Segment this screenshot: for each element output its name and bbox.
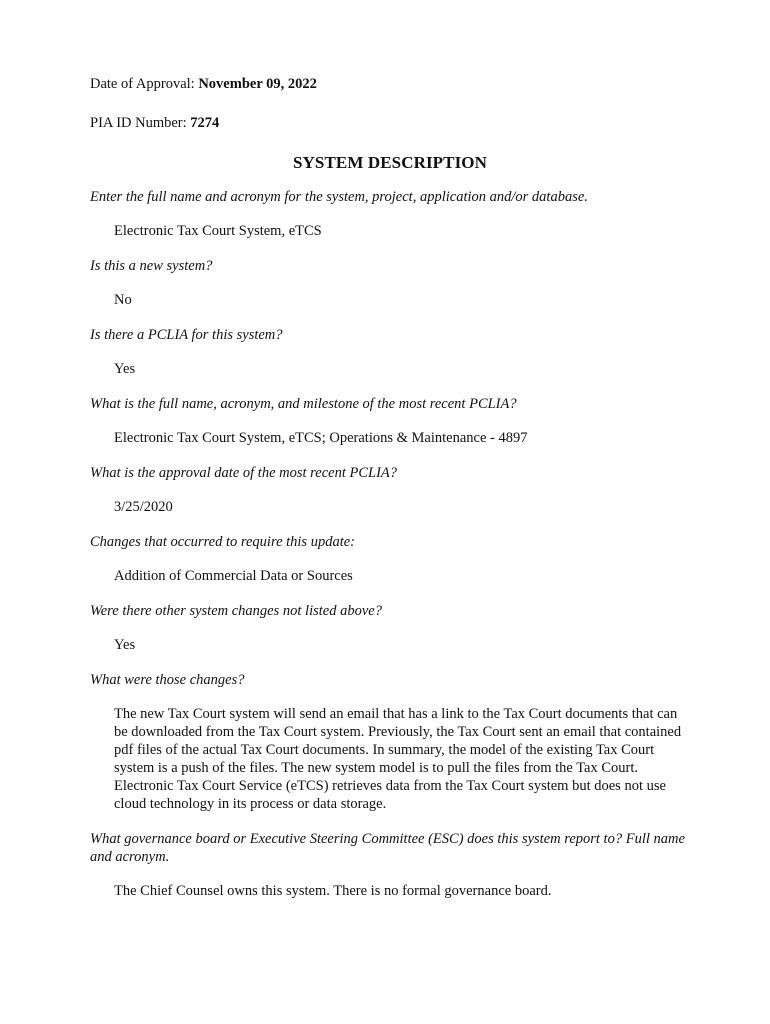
question: Changes that occurred to require this update:: [90, 534, 355, 550]
qa-item-governance: [90, 830, 690, 900]
pia-id-value: 7274: [190, 115, 220, 131]
question: Is there a PCLIA for this system?: [90, 327, 283, 343]
qa-item-other-changes: [90, 602, 690, 654]
answer: Yes: [114, 361, 136, 377]
question: Enter the full name and acronym for the system, project, application and/or database.: [90, 189, 588, 205]
pia-id-line: [90, 113, 690, 133]
answer: Addition of Commercial Data or Sources: [114, 568, 353, 584]
pia-id-label: PIA ID Number:: [90, 115, 187, 131]
qa-item-pclia-name: [90, 395, 690, 447]
approval-date-line: [90, 74, 690, 94]
question: What were those changes?: [90, 672, 245, 688]
question: What is the approval date of the most recent PCLIA?: [90, 465, 398, 481]
answer: 3/25/2020: [114, 499, 173, 515]
section-title: SYSTEM DESCRIPTION: [292, 153, 488, 172]
question: What governance board or Executive Steering Committee (ESC) does this system report to? Full name and acronym.: [90, 831, 685, 865]
approval-date-label: Date of Approval:: [90, 76, 195, 92]
qa-item-new-system: [90, 257, 690, 309]
qa-item-pclia-exists: [90, 326, 690, 378]
qa-item-change-details: [90, 671, 690, 813]
answer: Electronic Tax Court System, eTCS; Operations & Maintenance - 4897: [114, 430, 528, 446]
qa-item-pclia-date: [90, 464, 690, 516]
question: Is this a new system?: [90, 258, 213, 274]
answer: The new Tax Court system will send an email that has a link to the Tax Court documents that can be downloaded from the Tax Court system. Previously, the Tax Court sent an email that contained pdf files of the actual Tax Court documents. In summary, the model of the existing Tax Court system is a push of the files. The new system model is to pull the files from the Tax Court. Electronic Tax Court Service (eTCS) retrieves data from the Tax Court system but does not use cloud technology in its process or data storage.: [114, 706, 682, 812]
question: What is the full name, acronym, and milestone of the most recent PCLIA?: [90, 396, 517, 412]
document-page: [90, 74, 690, 917]
qa-item-system-name: [90, 188, 690, 240]
answer: The Chief Counsel owns this system. There is no formal governance board.: [114, 883, 552, 899]
answer: Yes: [114, 637, 136, 653]
question: Were there other system changes not listed above?: [90, 603, 382, 619]
answer: No: [114, 292, 132, 308]
answer: Electronic Tax Court System, eTCS: [114, 223, 322, 239]
approval-date-value: November 09, 2022: [198, 76, 317, 92]
qa-item-changes: [90, 533, 690, 585]
